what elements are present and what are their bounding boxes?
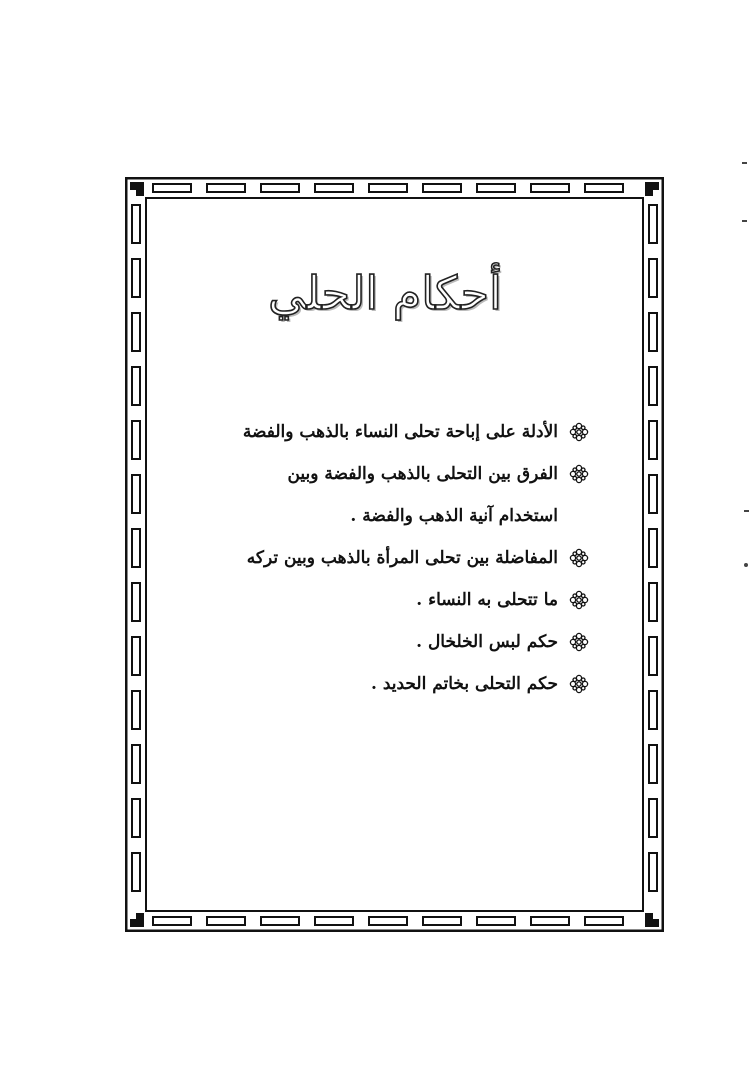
border-segment bbox=[585, 184, 623, 192]
border-segment bbox=[132, 529, 140, 567]
border-segment bbox=[649, 691, 657, 729]
flower-ornament-icon bbox=[568, 631, 590, 653]
flower-ornament-icon bbox=[568, 421, 590, 443]
item-text: المفاضلة بين تحلى المرأة بالذهب وبين تركه bbox=[246, 548, 558, 568]
border-segment bbox=[649, 529, 657, 567]
topics-list bbox=[215, 418, 590, 712]
list-item bbox=[215, 544, 590, 572]
page-title: أحكام الحلي bbox=[268, 266, 502, 320]
border-segment bbox=[132, 799, 140, 837]
border-segment bbox=[649, 853, 657, 891]
border-segment bbox=[132, 475, 140, 513]
border-segment bbox=[649, 637, 657, 675]
border-segment bbox=[649, 799, 657, 837]
flower-ornament-icon bbox=[568, 589, 590, 611]
border-segment bbox=[649, 583, 657, 621]
border-segment bbox=[585, 917, 623, 925]
border-segment bbox=[369, 917, 407, 925]
border-segment bbox=[649, 475, 657, 513]
border-segment bbox=[153, 917, 191, 925]
scan-mark bbox=[742, 162, 747, 164]
border-corner bbox=[130, 182, 144, 196]
border-segment bbox=[207, 917, 245, 925]
scan-mark bbox=[744, 510, 749, 512]
border-segment bbox=[477, 917, 515, 925]
border-segment bbox=[132, 691, 140, 729]
border-segment bbox=[649, 367, 657, 405]
border-segment bbox=[423, 917, 461, 925]
border-segment bbox=[315, 184, 353, 192]
border-segment bbox=[132, 313, 140, 351]
border-segment bbox=[649, 205, 657, 243]
border-segment bbox=[132, 421, 140, 459]
border-segment bbox=[649, 313, 657, 351]
border-segment bbox=[423, 184, 461, 192]
border-corner bbox=[645, 182, 659, 196]
item-text: حكم التحلى بخاتم الحديد . bbox=[371, 674, 558, 694]
list-item bbox=[215, 460, 590, 530]
scan-mark bbox=[744, 563, 748, 567]
border-segment bbox=[132, 637, 140, 675]
border-segment bbox=[649, 259, 657, 297]
list-item bbox=[215, 418, 590, 446]
border-segment bbox=[261, 917, 299, 925]
scan-mark bbox=[742, 220, 747, 222]
list-item bbox=[215, 628, 590, 656]
flower-ornament-icon bbox=[568, 463, 590, 485]
border-segment bbox=[153, 184, 191, 192]
border-segment bbox=[315, 917, 353, 925]
item-text: ما تتحلى به النساء . bbox=[416, 590, 558, 610]
item-text: حكم لبس الخلخال . bbox=[416, 632, 558, 652]
border-segment bbox=[369, 184, 407, 192]
border-segment bbox=[132, 259, 140, 297]
border-segment bbox=[132, 583, 140, 621]
item-text-wrap bbox=[215, 460, 558, 530]
item-text: الفرق بين التحلى بالذهب والفضة وبين bbox=[287, 464, 558, 484]
item-text: الأدلة على إباحة تحلى النساء بالذهب والفضة bbox=[242, 422, 558, 442]
flower-ornament-icon bbox=[568, 673, 590, 695]
border-segment bbox=[132, 205, 140, 243]
border-segment bbox=[531, 917, 569, 925]
list-item bbox=[215, 586, 590, 614]
flower-ornament-icon bbox=[568, 547, 590, 569]
border-corner bbox=[130, 913, 144, 927]
border-segment bbox=[132, 367, 140, 405]
border-segment bbox=[261, 184, 299, 192]
border-segment bbox=[132, 745, 140, 783]
list-item bbox=[215, 670, 590, 698]
border-corner bbox=[645, 913, 659, 927]
item-text-continuation: استخدام آنية الذهب والفضة . bbox=[350, 506, 558, 526]
border-segment bbox=[649, 745, 657, 783]
border-segment bbox=[531, 184, 569, 192]
border-segment bbox=[207, 184, 245, 192]
border-segment bbox=[477, 184, 515, 192]
border-segment bbox=[132, 853, 140, 891]
border-segment bbox=[649, 421, 657, 459]
